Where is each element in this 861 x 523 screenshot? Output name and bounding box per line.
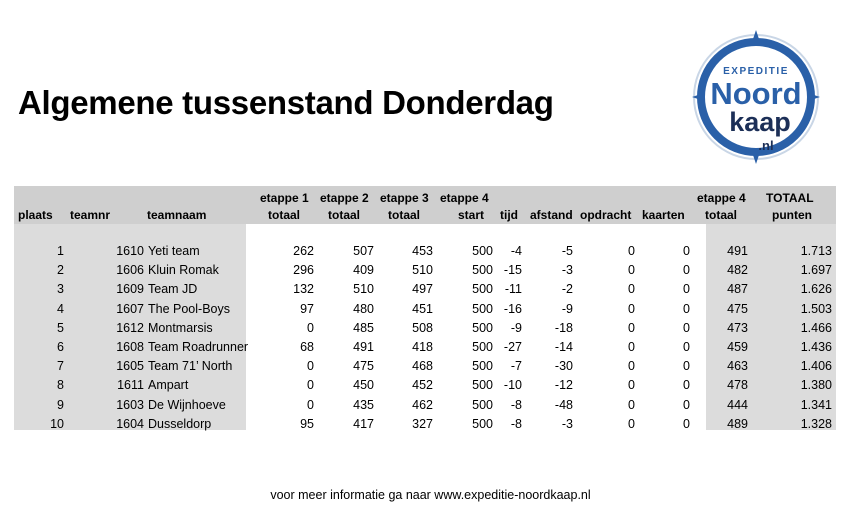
column-header-et4s-top: etappe 4 — [440, 191, 489, 205]
cell-kaarten: 0 — [683, 301, 690, 316]
cell-kaarten: 0 — [683, 397, 690, 412]
cell-opdracht: 0 — [628, 263, 635, 278]
cell-e4: 459 — [727, 340, 748, 354]
cell-e1: 95 — [300, 416, 314, 431]
cell-opdracht: 0 — [628, 340, 635, 354]
cell-naam: Ampart — [148, 378, 189, 393]
cell-plaats: 9 — [57, 397, 64, 412]
cell-start: 500 — [472, 378, 493, 393]
cell-e1: 262 — [293, 244, 314, 258]
column-header-et1-bot: totaal — [268, 208, 301, 222]
cell-naam: Yeti team — [148, 244, 200, 258]
cell-kaarten: 0 — [683, 416, 690, 431]
cell-start: 500 — [472, 282, 493, 297]
cell-afstand: -9 — [561, 301, 573, 316]
cell-tijd: -8 — [510, 397, 522, 412]
cell-totaal: 1.436 — [800, 340, 832, 354]
cell-teamnr: 1605 — [116, 359, 144, 374]
column-header-tijd: tijd — [500, 208, 518, 222]
expeditie-noordkaap-logo — [690, 28, 822, 166]
cell-afstand: -2 — [561, 282, 573, 297]
cell-afstand: -3 — [561, 263, 573, 278]
column-header-teamnaam: teamnaam — [147, 208, 207, 222]
cell-e1: 0 — [307, 320, 314, 335]
cell-teamnr: 1609 — [116, 282, 144, 297]
cell-e4: 491 — [727, 244, 748, 258]
column-header-kaarten: kaarten — [642, 208, 685, 222]
cell-start: 500 — [472, 359, 493, 374]
cell-teamnr: 1611 — [117, 378, 144, 393]
cell-opdracht: 0 — [628, 397, 635, 412]
cell-kaarten: 0 — [683, 340, 690, 354]
cell-teamnr: 1604 — [116, 416, 144, 431]
cell-e3: 327 — [412, 416, 433, 431]
cell-kaarten: 0 — [683, 320, 690, 335]
cell-afstand: -14 — [554, 340, 573, 354]
cell-afstand: -48 — [554, 397, 573, 412]
standings-table — [14, 186, 836, 430]
logo-text-tld: .nl — [758, 138, 774, 153]
column-header-et4t-bot: totaal — [705, 208, 738, 222]
cell-e1: 0 — [307, 397, 314, 412]
cell-naam: Dusseldorp — [148, 416, 212, 431]
column-header-et1-top: etappe 1 — [260, 191, 309, 205]
cell-plaats: 8 — [57, 378, 64, 393]
cell-totaal: 1.406 — [800, 359, 832, 374]
cell-start: 500 — [472, 244, 493, 258]
cell-kaarten: 0 — [683, 378, 690, 393]
cell-kaarten: 0 — [683, 282, 690, 297]
column-header-opdracht: opdracht — [580, 208, 632, 222]
cell-kaarten: 0 — [683, 263, 690, 278]
cell-e3: 468 — [412, 359, 433, 374]
cell-opdracht: 0 — [628, 416, 635, 431]
cell-e4: 444 — [727, 397, 748, 412]
cell-start: 500 — [472, 301, 493, 316]
cell-e2: 480 — [353, 301, 374, 316]
cell-plaats: 2 — [57, 263, 64, 278]
cell-start: 500 — [472, 263, 493, 278]
logo-text-main: Noord — [710, 76, 802, 111]
cell-tijd: -9 — [510, 320, 522, 335]
cell-totaal: 1.697 — [800, 263, 832, 278]
column-header-et4s-bot: start — [458, 208, 485, 222]
cell-teamnr: 1606 — [116, 263, 144, 278]
logo-text-top: EXPEDITIE — [723, 66, 789, 77]
cell-teamnr: 1610 — [116, 244, 144, 258]
cell-e3: 462 — [412, 397, 433, 412]
cell-e2: 417 — [353, 416, 374, 431]
cell-e2: 510 — [353, 282, 374, 297]
cell-plaats: 6 — [57, 340, 64, 354]
column-header-et3-bot: totaal — [388, 208, 421, 222]
cell-e1: 0 — [307, 359, 314, 374]
column-header-totaal-top: TOTAAL — [766, 191, 814, 205]
footer-info: voor meer informatie ga naar www.expeditie-noordkaap.nl — [270, 488, 591, 502]
cell-e3: 418 — [412, 340, 433, 354]
cell-e1: 97 — [300, 301, 314, 316]
cell-e3: 510 — [412, 263, 433, 278]
cell-afstand: -18 — [554, 320, 573, 335]
cell-tijd: -16 — [503, 301, 522, 316]
cell-teamnr: 1607 — [116, 301, 144, 316]
cell-teamnr: 1603 — [116, 397, 144, 412]
cell-e1: 296 — [293, 263, 314, 278]
cell-tijd: -11 — [504, 282, 522, 297]
cell-teamnr: 1608 — [116, 340, 144, 354]
cell-tijd: -10 — [503, 378, 522, 393]
cell-start: 500 — [472, 397, 493, 412]
cell-opdracht: 0 — [628, 301, 635, 316]
cell-e1: 132 — [293, 282, 314, 297]
column-header-et3-top: etappe 3 — [380, 191, 429, 205]
cell-e2: 507 — [353, 244, 374, 258]
cell-e4: 482 — [727, 263, 748, 278]
cell-totaal: 1.626 — [800, 282, 832, 297]
cell-naam: The Pool-Boys — [148, 301, 230, 316]
cell-naam: Kluin Romak — [148, 263, 219, 278]
cell-start: 500 — [472, 320, 493, 335]
cell-e2: 450 — [353, 378, 374, 393]
cell-e3: 508 — [412, 320, 433, 335]
logo-text-sub: kaap — [729, 107, 791, 137]
cell-e2: 409 — [353, 263, 374, 278]
cell-start: 500 — [472, 340, 493, 354]
cell-afstand: -3 — [561, 416, 573, 431]
cell-e2: 491 — [353, 340, 374, 354]
cell-opdracht: 0 — [628, 244, 635, 258]
cell-naam: Team JD — [148, 282, 198, 297]
cell-tijd: -27 — [503, 340, 522, 354]
cell-e1: 68 — [300, 340, 314, 354]
cell-e2: 435 — [353, 397, 374, 412]
cell-e4: 473 — [727, 320, 748, 335]
cell-e2: 475 — [353, 359, 374, 374]
cell-naam: Montmarsis — [148, 320, 213, 335]
cell-afstand: -30 — [554, 359, 573, 374]
cell-totaal: 1.503 — [800, 301, 832, 316]
column-header-et4t-top: etappe 4 — [697, 191, 746, 205]
cell-tijd: -4 — [510, 244, 522, 258]
cell-e4: 489 — [727, 416, 748, 431]
cell-tijd: -7 — [510, 359, 522, 374]
cell-plaats: 10 — [50, 416, 64, 431]
cell-kaarten: 0 — [683, 244, 690, 258]
cell-totaal: 1.713 — [800, 244, 832, 258]
cell-plaats: 3 — [57, 282, 64, 297]
cell-naam: Team Roadrunner — [148, 340, 249, 354]
cell-tijd: -8 — [510, 416, 522, 431]
cell-naam: De Wijnhoeve — [148, 397, 226, 412]
cell-opdracht: 0 — [628, 282, 635, 297]
cell-totaal: 1.328 — [800, 416, 832, 431]
cell-e3: 451 — [412, 301, 433, 316]
cell-afstand: -12 — [554, 378, 573, 393]
cell-tijd: -15 — [503, 263, 522, 278]
cell-opdracht: 0 — [628, 378, 635, 393]
cell-e4: 475 — [727, 301, 748, 316]
cell-opdracht: 0 — [628, 320, 635, 335]
cell-e4: 487 — [727, 282, 748, 297]
column-header-plaats: plaats — [18, 208, 53, 222]
cell-e3: 452 — [412, 378, 433, 393]
cell-e1: 0 — [307, 378, 314, 393]
cell-totaal: 1.466 — [800, 320, 832, 335]
page-title: Algemene tussenstand Donderdag — [18, 84, 554, 121]
column-header-teamnr: teamnr — [70, 208, 111, 222]
cell-afstand: -5 — [561, 244, 573, 258]
column-header-totaal-bot: punten — [772, 208, 812, 222]
column-header-afstand: afstand — [530, 208, 573, 222]
cell-plaats: 4 — [57, 301, 64, 316]
cell-opdracht: 0 — [628, 359, 635, 374]
cell-e3: 453 — [412, 244, 433, 258]
cell-naam: Team 71’ North — [148, 359, 233, 374]
column-header-et2-bot: totaal — [328, 208, 361, 222]
cell-plaats: 1 — [57, 244, 64, 258]
cell-plaats: 7 — [57, 359, 64, 374]
cell-start: 500 — [472, 416, 493, 431]
cell-totaal: 1.341 — [800, 397, 832, 412]
cell-e3: 497 — [412, 282, 433, 297]
cell-e4: 463 — [727, 359, 748, 374]
cell-e2: 485 — [353, 320, 374, 335]
cell-totaal: 1.380 — [800, 378, 832, 393]
cell-teamnr: 1612 — [116, 320, 144, 335]
cell-kaarten: 0 — [683, 359, 690, 374]
cell-plaats: 5 — [57, 320, 64, 335]
cell-e4: 478 — [727, 378, 748, 393]
column-header-et2-top: etappe 2 — [320, 191, 369, 205]
